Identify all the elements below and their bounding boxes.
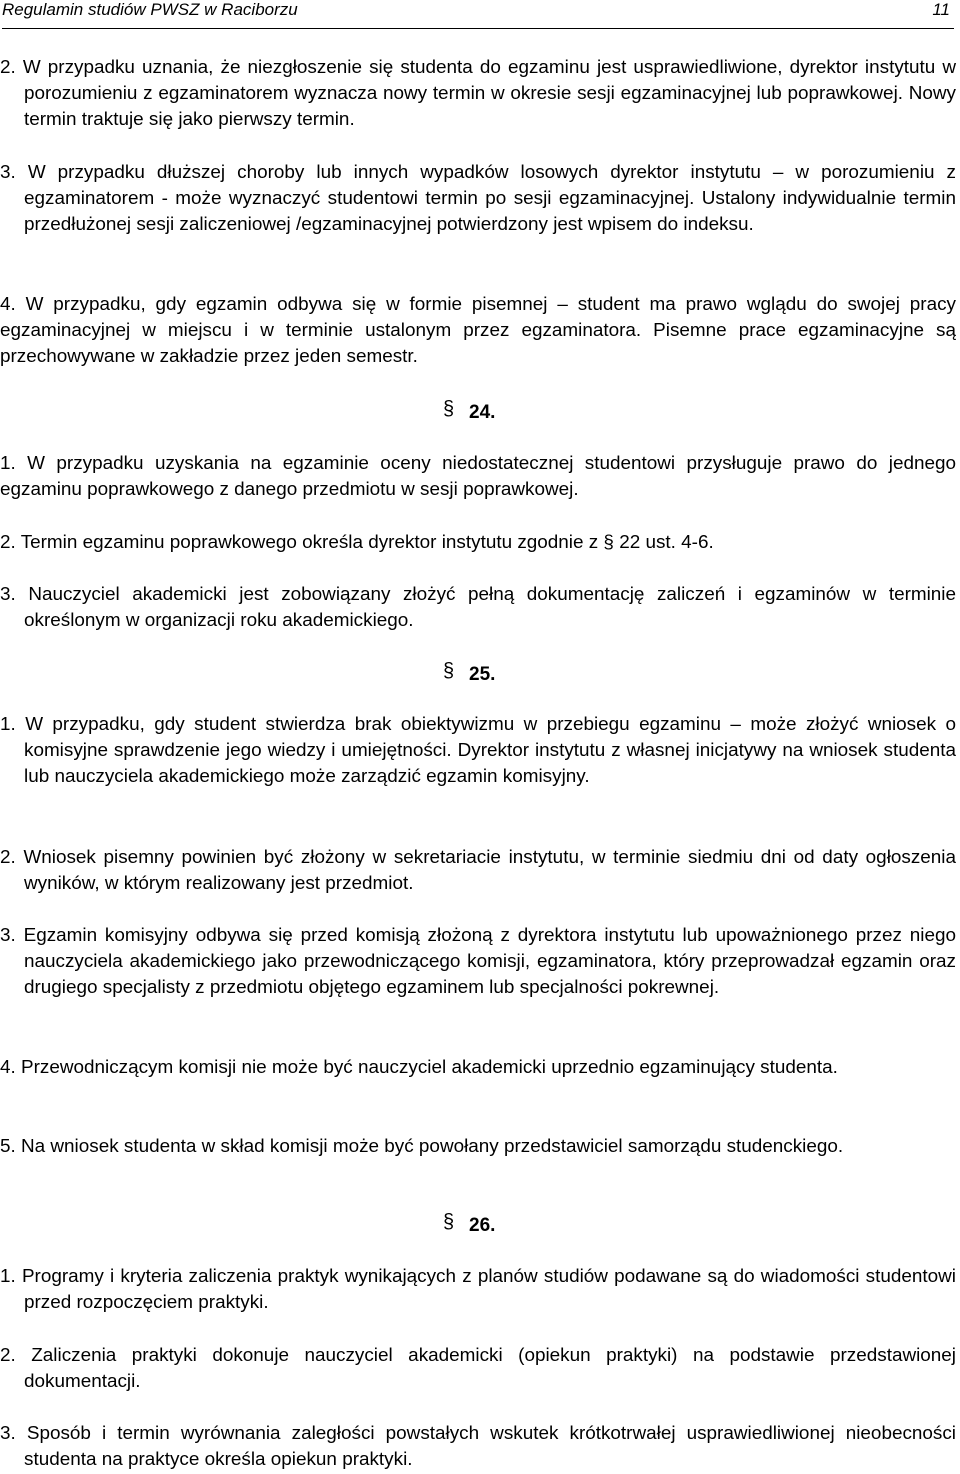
- paragraph-text: Termin egzaminu poprawkowego określa dyrektor instytutu zgodnie z § 22 ust. 4-6.: [20, 532, 714, 553]
- section-sign-icon: [443, 662, 459, 680]
- section-sign-icon: [443, 400, 459, 418]
- section-24-item-2: [0, 530, 956, 556]
- paragraph-number: 3.: [0, 925, 16, 946]
- paragraph-text: W przypadku, gdy egzamin odbywa się w formie pisemnej – student ma prawo wglądu do swojej pracy egzaminacyjnej w miejscu i w terminie ustalonym przez egzaminatora. Pisemne prace egzaminacyjne są przechowywane w zakładzie przez jeden semestr.: [0, 294, 956, 367]
- paragraph-4: [0, 292, 956, 370]
- paragraph-number: 1.: [0, 714, 16, 735]
- paragraph-text: W przypadku uznania, że niezgłoszenie się studenta do egzaminu jest usprawiedliwione, dyrektor instytutu w porozumieniu z egzaminatorem wyznacza nowy termin w okresie sesji egzaminacyjnej lub poprawkowej. Nowy termin traktuje się jako pierwszy termin.: [22, 57, 957, 130]
- section-heading-26: [443, 1213, 495, 1237]
- paragraph-number: 3.: [0, 1423, 16, 1444]
- section-label: 24.: [469, 402, 496, 423]
- paragraph-text: Nauczyciel akademicki jest zobowiązany złożyć pełną dokumentację zaliczeń i egzaminów w terminie określonym w organizacji roku akademickiego.: [24, 584, 957, 631]
- paragraph-number: 1.: [0, 1266, 16, 1287]
- section-heading-25: [443, 662, 495, 686]
- paragraph-text: W przypadku dłuższej choroby lub innych wypadków losowych dyrektor instytutu – w porozumieniu z egzaminatorem - może wyznaczyć studentowi termin po sesji egzaminacyjnej. Ustalony indywidualnie termin przedłużonej sesji zaliczeniowej /egzaminacyjnej potwierdzony jest wpisem do indeksu.: [24, 162, 956, 235]
- paragraph-text: Zaliczenia praktyki dokonuje nauczyciel akademicki (opiekun praktyki) na podstawie przedstawionej dokumentacji.: [24, 1345, 956, 1392]
- paragraph-text: Na wniosek studenta w skład komisji może być powołany przedstawiciel samorządu studenckiego.: [21, 1136, 844, 1157]
- paragraph-number: 3.: [0, 584, 16, 605]
- section-label: 25.: [469, 664, 496, 685]
- section-24-item-1: [0, 451, 956, 503]
- section-25-item-5: [0, 1134, 956, 1160]
- section-26-item-1: [0, 1264, 956, 1316]
- section-heading-24: [443, 400, 495, 424]
- paragraph-text: Przewodniczącym komisji nie może być nauczyciel akademicki uprzednio egzaminujący studenta.: [21, 1057, 838, 1078]
- page-number: 11: [932, 0, 950, 19]
- paragraph-text: Egzamin komisyjny odbywa się przed komisją złożoną z dyrektora instytutu lub upoważnionego przez niego nauczyciela akademickiego jako przewodniczącego komisji, egzaminatora, który przeprowadzał egzamin oraz drugiego specjalisty z przedmiotu objętego egzaminem lub specjalności pokrewnej.: [23, 925, 957, 998]
- paragraph-number: 4.: [0, 1057, 16, 1078]
- paragraph-number: 2.: [0, 57, 16, 78]
- paragraph-number: 3.: [0, 162, 16, 183]
- section-26-item-2: [0, 1343, 956, 1395]
- paragraph-number: 4.: [0, 294, 16, 315]
- paragraph-3: [0, 160, 956, 238]
- section-25-item-3: [0, 923, 956, 1001]
- paragraph-text: W przypadku, gdy student stwierdza brak obiektywizmu w przebiegu egzaminu – może złożyć wniosek o komisyjne sprawdzenie jego wiedzy i umiejętności. Dyrektor instytutu z własnej inicjatywy na wniosek studenta lub nauczyciela akademickiego może zarządzić egzamin komisyjny.: [24, 714, 957, 787]
- paragraph-text: W przypadku uzyskania na egzaminie oceny niedostatecznej studentowi przysługuje prawo do jednego egzaminu poprawkowego z danego przedmiotu w sesji poprawkowej.: [0, 453, 956, 500]
- paragraph-2: [0, 55, 956, 133]
- section-25-item-1: [0, 712, 956, 790]
- paragraph-number: 1.: [0, 453, 16, 474]
- section-label: 26.: [469, 1215, 496, 1236]
- paragraph-text: Sposób i termin wyrównania zaległości powstałych wskutek krótkotrwałej usprawiedliwionej nieobecności studenta na praktyce określa opiekun praktyki.: [24, 1423, 956, 1470]
- paragraph-text: Programy i kryteria zaliczenia praktyk wynikających z planów studiów podawane są do wiadomości studentowi przed rozpoczęciem praktyki.: [21, 1266, 956, 1313]
- paragraph-text: Wniosek pisemny powinien być złożony w sekretariacie instytutu, w terminie siedmiu dni od daty ogłoszenia wyników, w którym realizowany jest przedmiot.: [23, 847, 956, 894]
- section-26-item-3: [0, 1421, 956, 1473]
- section-24-item-3: [0, 582, 956, 634]
- document-title: Regulamin studiów PWSZ w Raciborzu: [2, 0, 298, 19]
- section-25-item-4: [0, 1055, 956, 1081]
- paragraph-number: 5.: [0, 1136, 16, 1157]
- section-sign-icon: [443, 1213, 459, 1231]
- paragraph-number: 2.: [0, 532, 16, 553]
- paragraph-number: 2.: [0, 847, 16, 868]
- page-header: [2, 0, 954, 29]
- section-25-item-2: [0, 845, 956, 897]
- paragraph-number: 2.: [0, 1345, 16, 1366]
